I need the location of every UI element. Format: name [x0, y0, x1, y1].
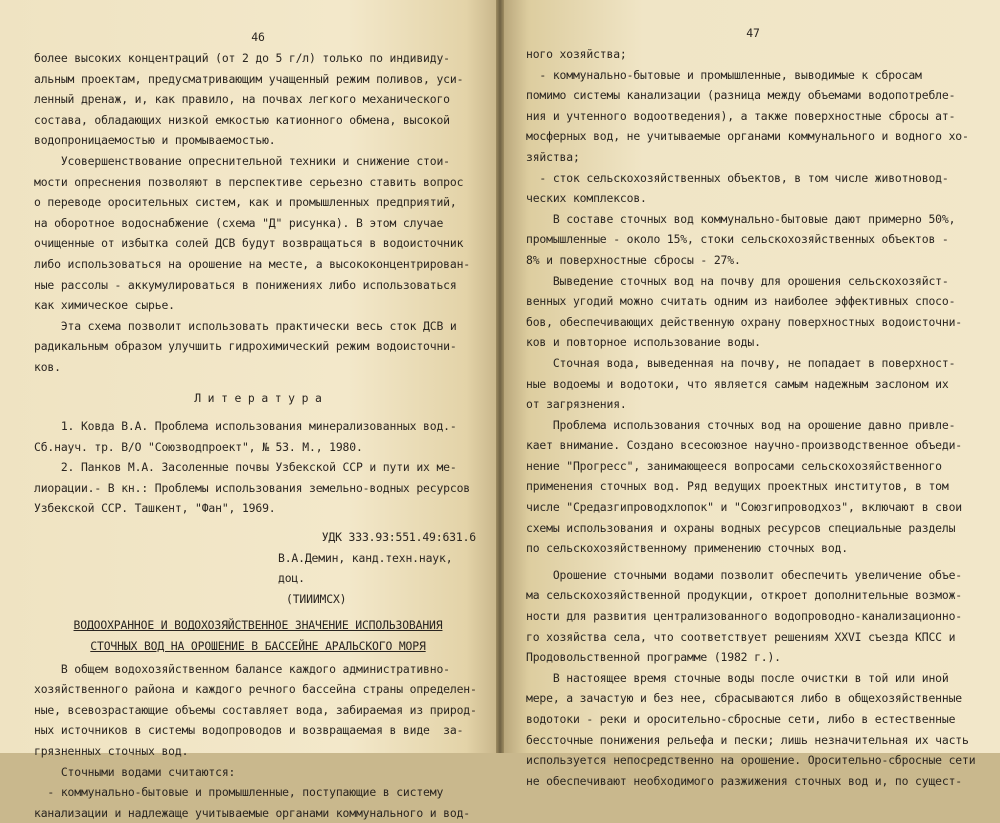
udc-code: УДК 333.93:551.49:631.6 — [321, 530, 476, 545]
literature-heading: Л и т е р а т у р а — [194, 390, 322, 405]
left-para-3: Эта схема позволит использовать практически весь сток ДСВ и радикальным образом улучшить гидрохимический режим водоисточни- ков. — [34, 318, 457, 374]
institution: (ТИИИМСХ) — [286, 591, 347, 606]
left-para-1: более высоких концентраций (от 2 до 5 г/л) только по индивиду- альным проектам, предусматривающим учащенный режим поливов, уси- ленный дренаж, и, как правило, на почвах легкого механического состава, обладающих низкой емкостью катионного обмена, высокой водопроницаемостью и промываемостью. — [34, 51, 464, 148]
article-title-line-1: ВОДООХРАННОЕ И ВОДОХОЗЯЙСТВЕННОЕ ЗНАЧЕНИЕ ИСПОЛЬЗОВАНИЯ — [73, 618, 443, 633]
right-para-5: Проблема использования сточных вод на орошение давно привле- кает внимание. Создано всесоюзное научно-производственное объеди- нение "Прогресс", занимающееся вопросами сельскохозяйственного применения сточных вод. Ряд ведущих проектных институтов, в том числе "Средазгипроводхлопок" и "Союзгипроводхоз", включают в свои схемы использования и охраны водных ресурсов специальные разделы по сельскохозяйственному применению сточных вод. — [526, 417, 963, 556]
page-number-right: 47 — [746, 26, 760, 40]
right-para-6: Орошение сточными водами позволит обеспечить увеличение объе- ма сельскохозяйственной продукции, откроет дополнительные возмож- ности для развития централизованного водопроводно-канализационно- го хозяйства села, что соответствует решениям XXVI съезда КПСС и Продовольственной программе (1982 г.). — [526, 567, 963, 665]
right-para-1: ного хозяйства; - коммунально-бытовые и промышленные, выводимые к сбросам помимо системы канализации (разница между объемами водопотребле- ния и учтенного водоотведения), а также поверхностные сбросы ат- мосферных вод, не учитываемые органами коммунального и водного хо- зяйства; - сток сельскохозяйственных объектов, в том числе животновод- ческих комплексов. — [526, 47, 969, 206]
article-title-line-2: СТОЧНЫХ ВОД НА ОРОШЕНИЕ В БАССЕЙНЕ АРАЛЬСКОГО МОРЯ — [90, 639, 426, 654]
author-line-2: доц. — [278, 571, 305, 586]
right-page — [504, 0, 1000, 788]
left-page — [0, 0, 496, 820]
author-line-1: В.А.Демин, канд.техн.наук, — [278, 550, 453, 565]
left-para-5: Сточными водами считаются: - коммунально-бытовые и промышленные, поступающие в систему канализации и надлежаще учитываемые органами коммунального и вод- — [34, 764, 471, 820]
left-para-2: Усовершенствование опреснительной техники и снижение стои- мости опреснения позволяют в перспективе серьезно ставить вопрос о переводе оросительных систем, как и промышленных предприятий, на оборотное водоснабжение (схема "Д" рисунка). В этом случае очищенные от избытка солей ДСВ будут возвращаться в водоисточник либо использоваться на орошение на месте, а высококонцентрирован- ные рассолы - аккумулироваться в понижениях либо использоваться как химическое сырье. — [34, 153, 471, 313]
right-para-4: Сточная вода, выведенная на почву, не попадает в поверхност- ные водоемы и водотоки, что является самым надежным заслоном их от загрязнения. — [526, 355, 956, 412]
page-number-left: 46 — [251, 30, 265, 44]
left-para-4: В общем водохозяйственном балансе каждого административно- хозяйственного района и каждого речного бассейна страны определен- ные, всевозрастающие объемы составляет вода, забираемая из природ- ных источников в системы водопроводов и возвращаемая в виде за- грязненных сточных вод. — [34, 661, 477, 758]
literature-list: 1. Ковда В.А. Проблема использования минерализованных вод.- Сб.науч. тр. В/О "Союзводпроект", № 53. М., 1980. 2. Панков М.А. Засоленные почвы Узбекской ССР и пути их ме- лиорации.- В кн.: Проблемы использования земельно-водных ресурсов Узбекской ССР. Ташкент, "Фан", 1969. — [34, 419, 471, 516]
book-gutter — [496, 0, 504, 753]
right-para-3: Выведение сточных вод на почву для орошения сельскохозяйст- венных угодий можно считать одним из наиболее эффективных спосо- бов, обеспечивающих действенную охрану поверхностных водоисточни- ков и повторное использование воды. — [526, 273, 963, 350]
right-para-7: В настоящее время сточные воды после очистки в той или иной мере, а зачастую и без нее, сбрасываются либо в общехозяйственные водотоки - реки и оросительно-сбросные сети, либо в естественные бессточные понижения рельефа и пески; лишь незначительная их часть используется непосредственно на орошение. Оросительно-сбросные сети не обеспечивают необходимого разжижения сточных вод и, по сущест- — [526, 670, 976, 788]
right-para-2: В составе сточных вод коммунально-бытовые дают примерно 50%, промышленные - около 15%, стоки сельскохозяйственных объектов - 8% и поверхностные сбросы - 27%. — [526, 211, 956, 267]
